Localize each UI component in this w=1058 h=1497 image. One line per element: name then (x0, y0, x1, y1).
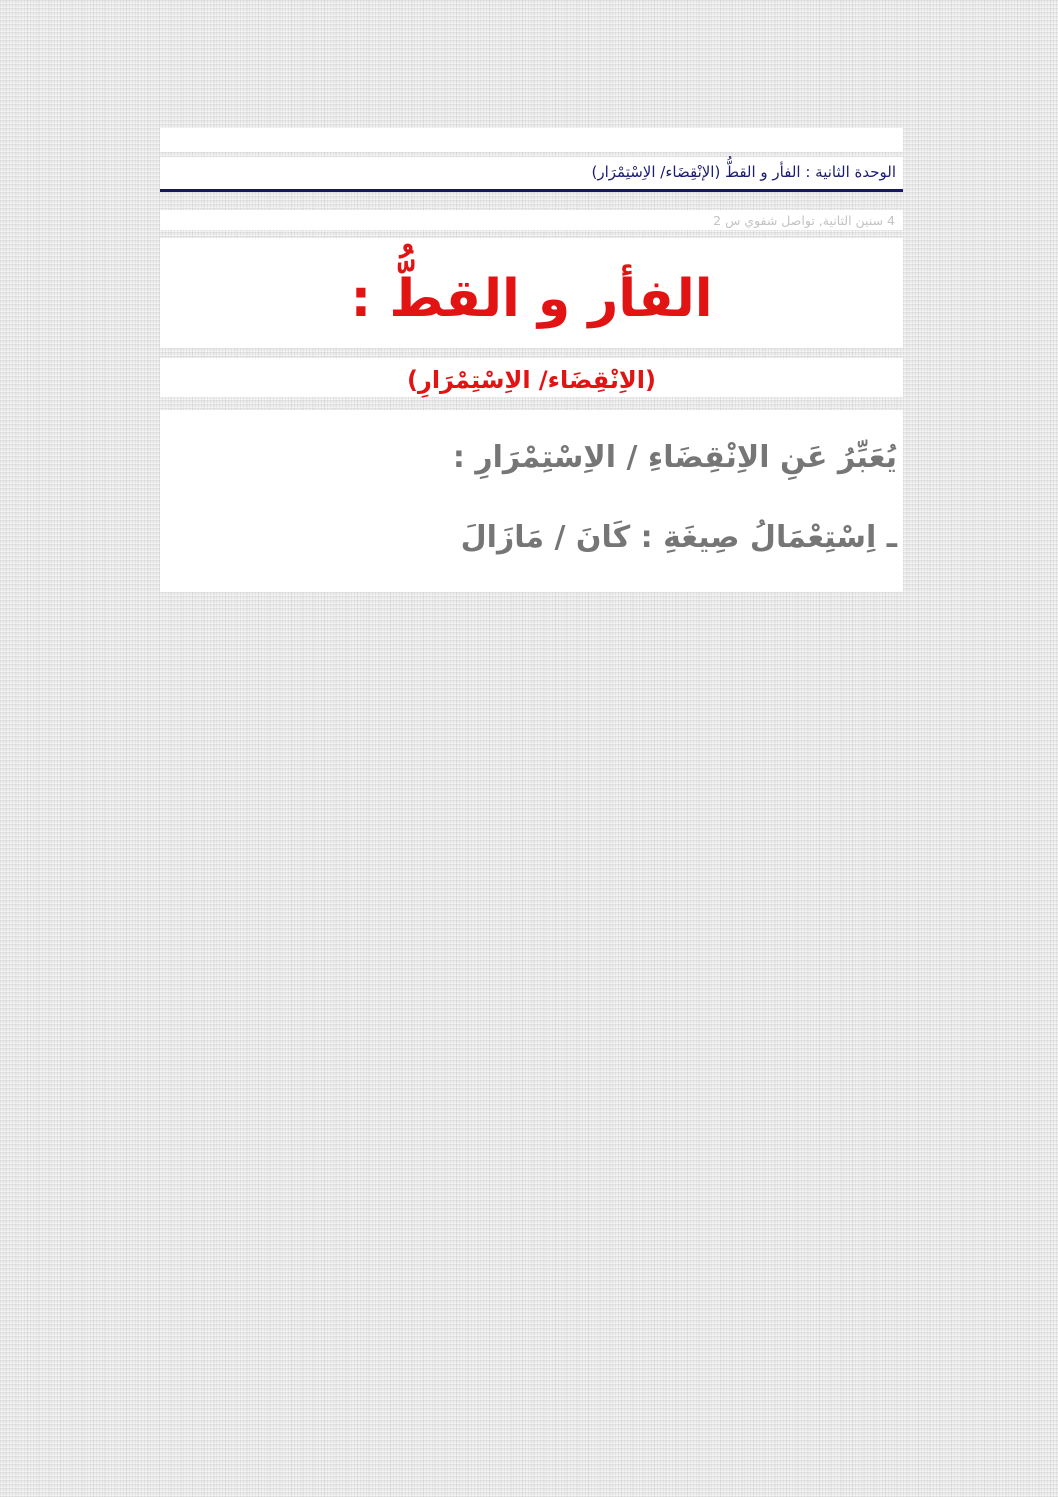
top-blank-strip (160, 128, 903, 152)
meta-text: 4 سنين الثانية, تواصل شفوي س 2 (713, 212, 895, 228)
document-header (160, 157, 903, 192)
meta-strip (160, 210, 903, 230)
header-title: الوحدة الثانية : الفأر و القطُّ (الإنْقِضَاء/ الاِسْتِمْرَار) (591, 163, 896, 181)
body-block (160, 410, 903, 592)
body-line-1: يُعَبِّرُ عَنِ الاِنْقِضَاءِ / الاِسْتِمْرَارِ : (452, 440, 897, 475)
lesson-title: الفأر و القطُّ : (350, 269, 713, 329)
title-block (160, 238, 903, 348)
lesson-subtitle: (الاِنْقِضَاء/ الاِسْتِمْرَارِ) (407, 365, 656, 394)
body-line-2: ـ اِسْتِعْمَالُ صِيغَةِ : كَانَ / مَازَالَ (460, 520, 897, 555)
subtitle-strip (160, 358, 903, 397)
